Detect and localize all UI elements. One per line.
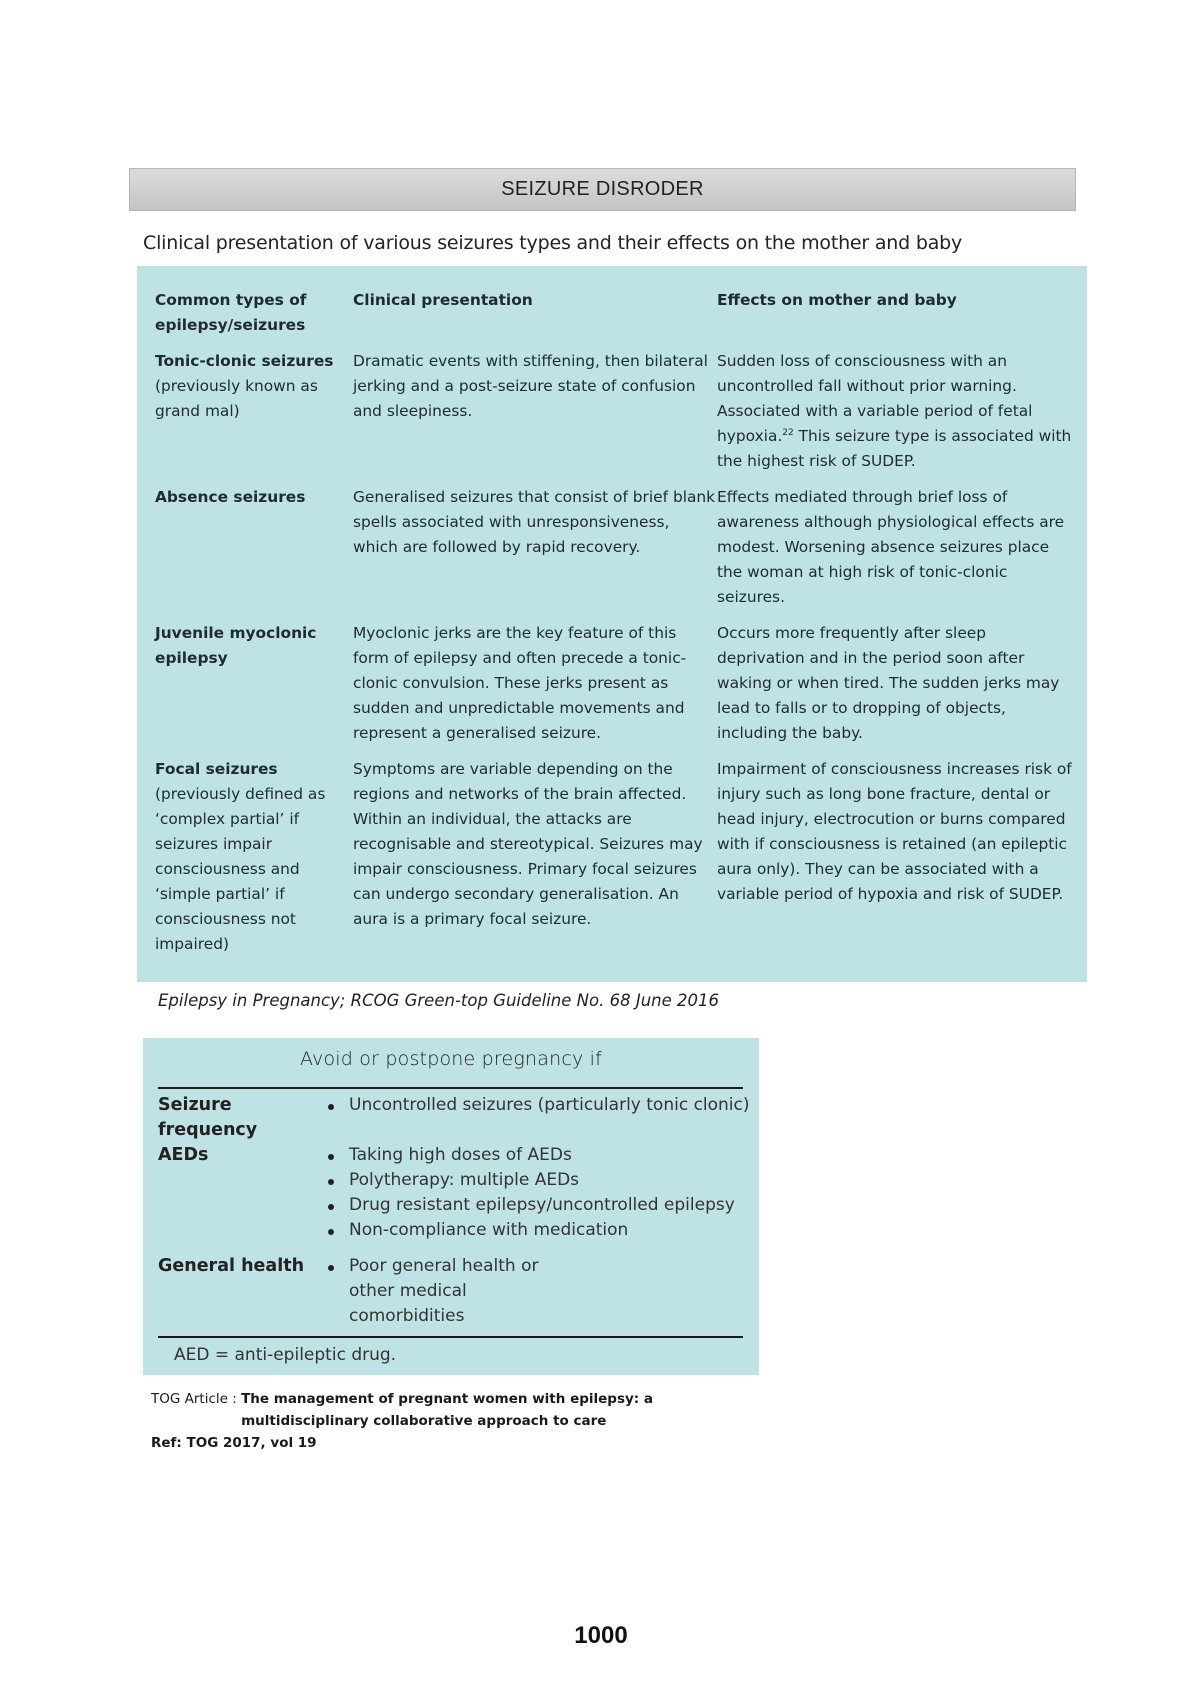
column-header-effects: Effects on mother and baby [717, 291, 957, 309]
cell-presentation: Myoclonic jerks are the key feature of this form of epilepsy and often precede a tonic-clonic convulsion. These jerks present as sudden and unpredictable movements and represent a generalised seizure. [353, 624, 687, 742]
seizure-type-note: (previously known as grand mal) [155, 377, 318, 420]
list-item: Non-compliance with medication [326, 1218, 735, 1243]
table-row-juvenile-myoclonic [155, 621, 1069, 746]
cell-presentation: Dramatic events with stiffening, then bilateral jerking and a post-seizure state of confusion and sleepiness. [353, 352, 708, 420]
citation-superscript: 22 [782, 427, 794, 438]
table-subtitle: Clinical presentation of various seizures types and their effects on the mother and baby [143, 232, 963, 254]
reference-prefix: TOG Article : [151, 1391, 242, 1407]
table-row-absence [155, 485, 1069, 610]
cell-effects: Effects mediated through brief loss of awareness although physiological effects are modest. Worsening absence seizures place the woman at high risk of tonic-clonic seizures. [717, 488, 1065, 606]
avoid-pregnancy-box [143, 1038, 759, 1375]
bottom-divider [158, 1336, 743, 1338]
seizure-type-name: Tonic-clonic seizures [155, 352, 334, 370]
seizure-type-name: Juvenile myoclonic epilepsy [155, 624, 317, 667]
article-reference [151, 1388, 741, 1454]
effects-text: Sudden loss of consciousness with an uncontrolled fall without prior warning. Associated with a variable period of fetal hypoxia. [717, 352, 1033, 445]
cell-effects [717, 349, 1077, 474]
group-label-seizure-frequency: Seizure frequency [158, 1095, 258, 1140]
cell-type [155, 621, 353, 746]
section-banner [129, 168, 1076, 211]
cell-effects: Impairment of consciousness increases risk of injury such as long bone fracture, dental or head injury, electrocution or burns compared with if consciousness is retained (an epileptic aura only). They can be associated with a variable period of hypoxia and risk of SUDEP. [717, 760, 1072, 903]
table-header-row [155, 288, 1069, 338]
reference-citation: Ref: TOG 2017, vol 19 [151, 1435, 317, 1451]
banner-title: SEIZURE DISRODER [501, 178, 704, 200]
seizure-type-name: Focal seizures [155, 760, 278, 778]
aeds-list [326, 1143, 735, 1243]
cell-type [155, 757, 353, 957]
table-row-tonic-clonic [155, 349, 1072, 474]
column-header-type: Common types of epilepsy/seizures [155, 291, 307, 334]
page-number: 1000 [574, 1622, 628, 1649]
cell-type [155, 485, 353, 610]
list-item: Poor general health or other medical comorbidities [326, 1254, 576, 1329]
general-health-list [326, 1254, 576, 1329]
table-source-caption: Epilepsy in Pregnancy; RCOG Green-top Guideline No. 68 June 2016 [158, 991, 719, 1010]
avoid-box-footnote: AED = anti-epileptic drug. [174, 1345, 397, 1365]
list-item: Polytherapy: multiple AEDs [326, 1168, 735, 1193]
column-header-presentation: Clinical presentation [353, 291, 533, 309]
top-divider [158, 1087, 743, 1089]
reference-title: The management of pregnant women with epilepsy: a multidisciplinary collaborative approach to care [241, 1391, 654, 1429]
list-item: Taking high doses of AEDs [326, 1143, 735, 1168]
cell-effects: Occurs more frequently after sleep deprivation and in the period soon after waking or when tired. The sudden jerks may lead to falls or to dropping of objects, including the baby. [717, 624, 1060, 742]
group-label-general-health: General health [158, 1256, 305, 1276]
cell-type [155, 349, 353, 474]
cell-presentation: Symptoms are variable depending on the regions and networks of the brain affected. Within an individual, the attacks are recognisable and stereotypical. Seizures may impair consciousness. Primary focal seizures can undergo secondary generalisation. An aura is a primary focal seizure. [353, 760, 703, 928]
group-label-aeds: AEDs [158, 1145, 209, 1165]
avoid-box-title: Avoid or postpone pregnancy if [299, 1048, 603, 1070]
seizure-types-table [137, 266, 1087, 982]
seizure-frequency-list [326, 1093, 750, 1118]
list-item: Uncontrolled seizures (particularly tonic clonic) [326, 1093, 750, 1118]
cell-presentation: Generalised seizures that consist of brief blank spells associated with unresponsiveness, which are followed by rapid recovery. [353, 488, 716, 556]
seizure-type-name: Absence seizures [155, 488, 306, 506]
list-item: Drug resistant epilepsy/uncontrolled epilepsy [326, 1193, 735, 1218]
table-row-focal [155, 757, 1072, 957]
effects-text-cont: This seizure type is associated with the highest risk of SUDEP. [717, 427, 1072, 470]
seizure-type-note: (previously defined as ‘complex partial’ if seizures impair consciousness and ‘simple partial’ if consciousness not impaired) [155, 785, 326, 953]
